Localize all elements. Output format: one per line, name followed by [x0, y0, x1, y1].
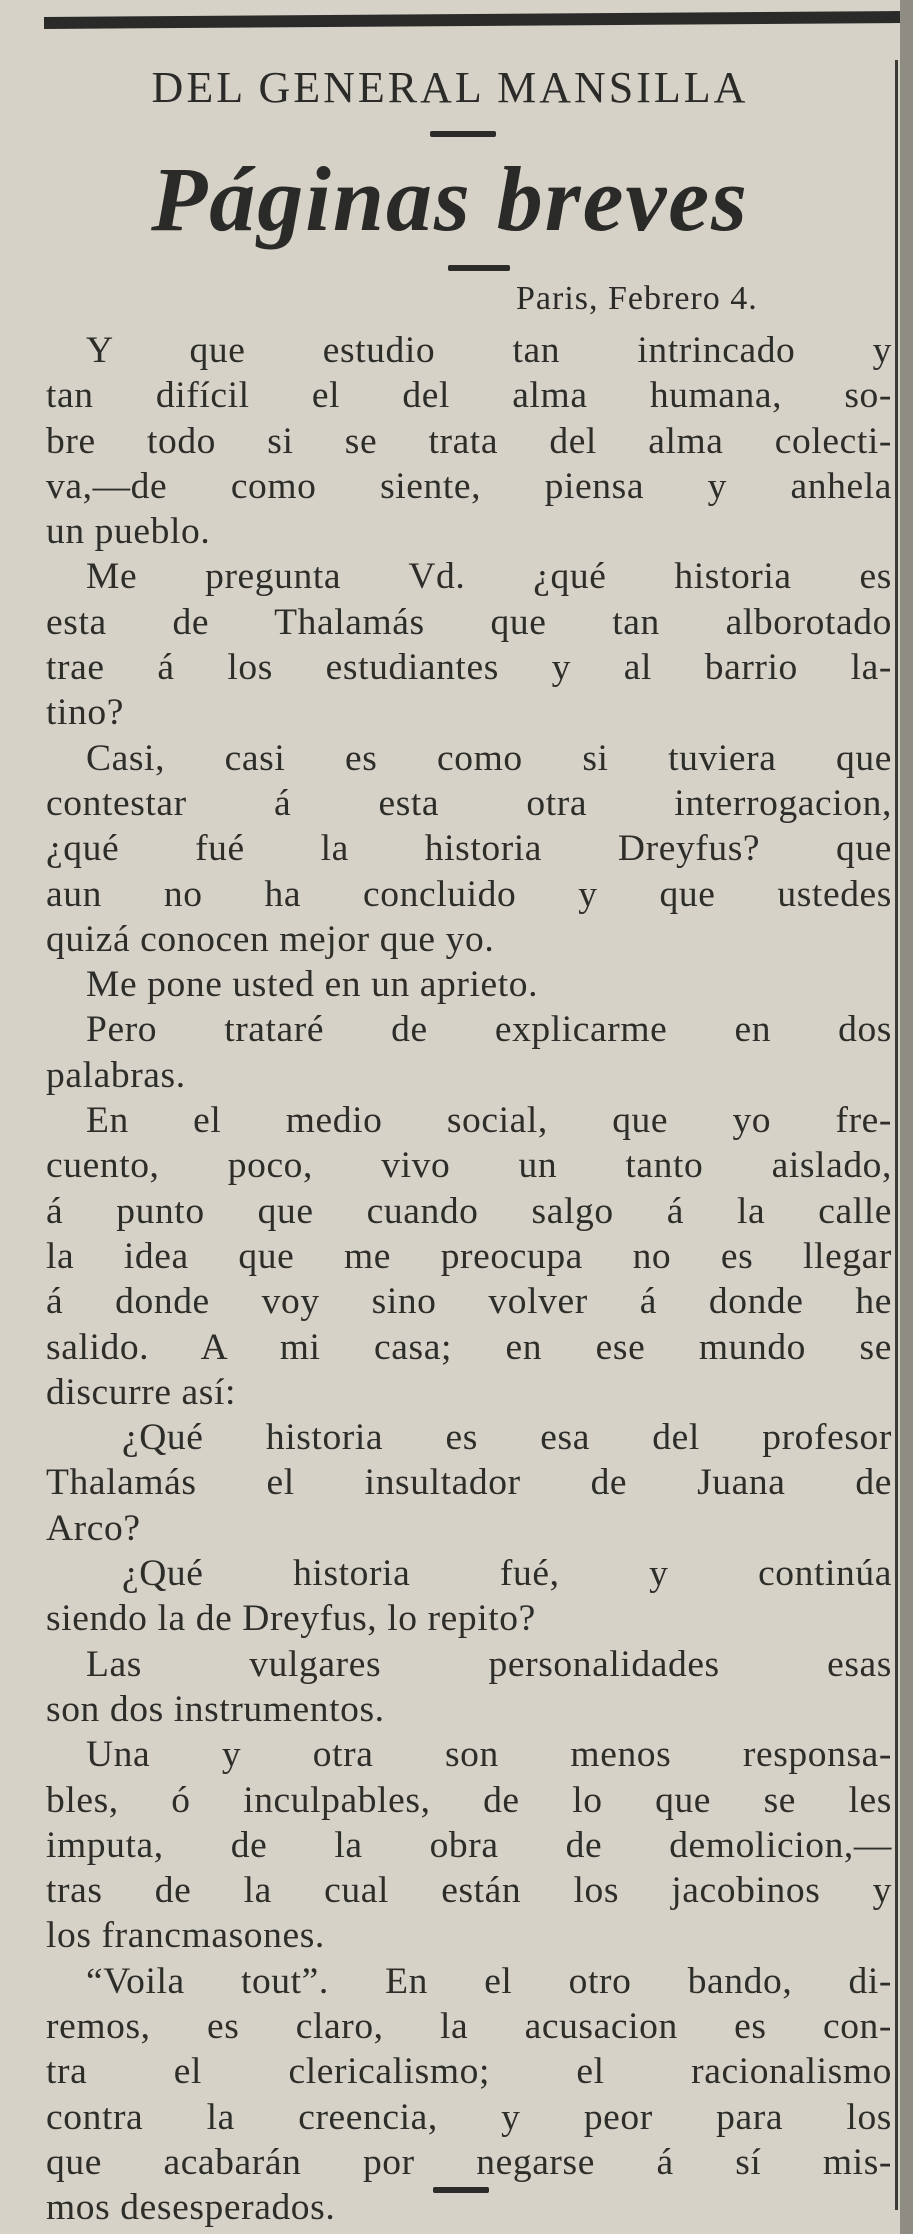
separator-dash	[448, 265, 510, 271]
text-line: Me pone usted en un aprieto.	[86, 964, 539, 1006]
text-line: un pueblo.	[46, 511, 211, 553]
text-line: tra el clericalismo; el racionalismo	[46, 2051, 892, 2093]
kicker: DEL GENERAL MANSILLA	[151, 63, 749, 112]
text-line: tan difícil el del alma humana, so-	[46, 375, 892, 417]
article-body	[46, 328, 892, 2230]
text-line: bles, ó inculpables, de lo que se les	[46, 1779, 892, 1821]
text-line: que acabarán por negarse á sí mis-	[46, 2141, 892, 2183]
text-line: salido. A mi casa; en ese mundo se	[46, 1326, 892, 1368]
text-line: á punto que cuando salgo á la calle	[46, 1190, 892, 1232]
text-line: Las vulgares personalidades esas	[86, 1643, 892, 1685]
text-line: Thalamás el insultador de Juana de	[46, 1462, 892, 1504]
text-line: Arco?	[46, 1507, 141, 1549]
text-line: remos, es claro, la acusacion es con-	[46, 2005, 892, 2047]
text-line: En el medio social, que yo fre-	[86, 1100, 892, 1142]
text-line: trae á los estudiantes y al barrio la-	[46, 647, 892, 689]
text-line: tras de la cual están los jacobinos y	[46, 1870, 892, 1912]
text-line: contestar á esta otra interrogacion,	[46, 782, 892, 824]
text-line: aun no ha concluido y que ustedes	[46, 873, 892, 915]
text-line: Una y otra son menos responsa-	[86, 1734, 892, 1776]
text-line: quizá conocen mejor que yo.	[46, 918, 495, 960]
text-line: discurre así:	[46, 1371, 237, 1413]
text-line: ¿Qué historia fué, y continúa	[122, 1553, 892, 1595]
column-rule	[895, 60, 898, 2210]
text-line: siendo la de Dreyfus, lo repito?	[46, 1598, 536, 1640]
separator-dash	[430, 131, 496, 137]
text-line: Me pregunta Vd. ¿qué historia es	[86, 556, 892, 598]
text-line: Y que estudio tan intrincado y	[86, 330, 892, 371]
dateline: Paris, Febrero 4.	[516, 280, 758, 317]
text-line: Pero trataré de explicarme en dos	[86, 1009, 892, 1051]
text-line: la idea que me preocupa no es llegar	[46, 1235, 892, 1277]
text-line: mos desesperados.	[46, 2187, 336, 2229]
text-line: los francmasones.	[46, 1915, 325, 1957]
text-line: esta de Thalamás que tan alborotado	[46, 601, 892, 643]
text-line: ¿qué fué la historia Dreyfus? que	[46, 828, 892, 870]
text-line: á donde voy sino volver á donde he	[46, 1281, 892, 1323]
text-line: son dos instrumentos.	[46, 1688, 385, 1730]
text-line: contra la creencia, y peor para los	[46, 2096, 892, 2138]
text-line: Casi, casi es como si tuviera que	[86, 737, 892, 779]
text-line: ¿Qué historia es esa del profesor	[122, 1417, 892, 1459]
text-line: palabras.	[46, 1054, 186, 1096]
text-line: bre todo si se trata del alma colecti-	[46, 420, 892, 462]
text-line: “Voila tout”. En el otro bando, di-	[86, 1960, 892, 2002]
text-line: tino?	[46, 692, 124, 734]
text-line: imputa, de la obra de demolicion,—	[46, 1824, 892, 1866]
end-dash	[433, 2187, 489, 2193]
headline: Páginas breves	[151, 148, 749, 250]
top-border-rule	[44, 11, 900, 29]
text-line: cuento, poco, vivo un tanto aislado,	[46, 1145, 892, 1187]
text-line: va,—de como siente, piensa y anhela	[46, 465, 892, 507]
